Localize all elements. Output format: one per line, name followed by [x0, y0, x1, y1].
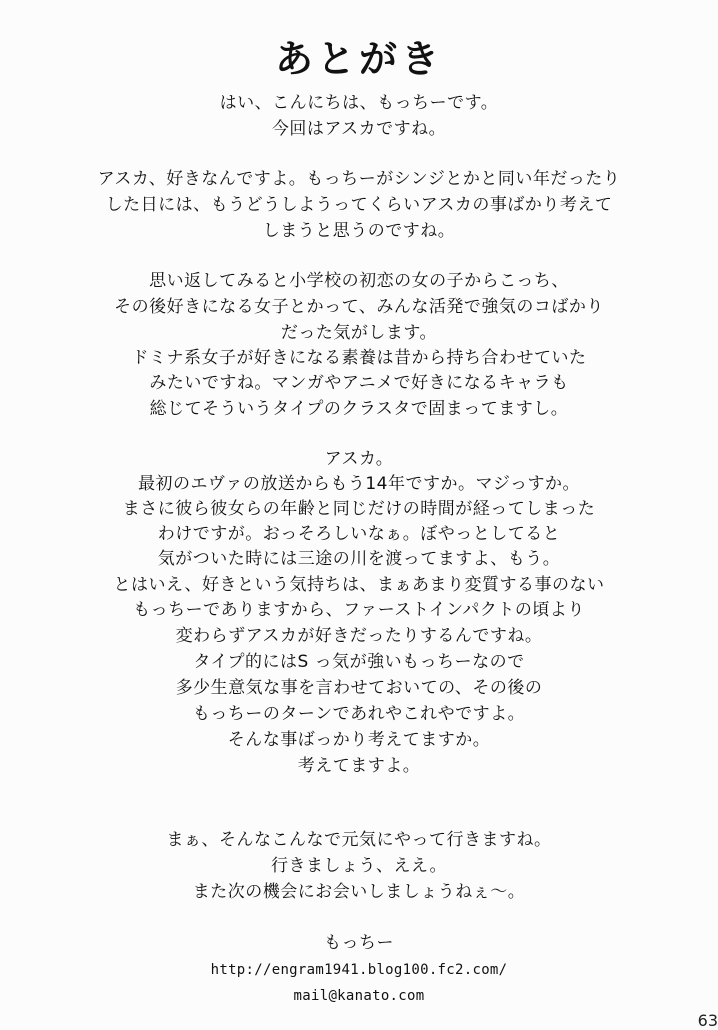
- text-line: 総じてそういうタイプのクラスタで固まってますし。: [149, 399, 569, 419]
- author-url: http://engram1941.blog100.fc2.com/: [210, 962, 508, 978]
- text-line: 今回はアスカですね。: [271, 119, 447, 139]
- text-line: 気がついた時には三途の川を渡ってますよ、もう。: [157, 549, 561, 569]
- text-line: しまうと思うのですね。: [262, 221, 456, 241]
- text-line: 最初のエヴァの放送からもう14年ですか。マジっすか。: [138, 474, 580, 494]
- text-line: した日には、もうどうしようってくらいアスカの事ばかり考えて: [105, 195, 613, 215]
- text-line: 思い返してみると小学校の初恋の女の子からこっち、: [149, 271, 569, 291]
- text-line: 考えてますよ。: [297, 756, 421, 776]
- text-line: そんな事ばっかり考えてますか。: [227, 730, 491, 750]
- text-line: 変わらずアスカが好きだったりするんですね。: [175, 626, 543, 646]
- text-line: だった気がします。: [280, 323, 438, 343]
- text-line: アスカ、好きなんですよ。もっちーがシンジとかと同い年だったり: [97, 169, 621, 189]
- text-line: もっちーのターンであれやこれやですよ。: [192, 704, 526, 724]
- text-line: その後好きになる女子とかって、みんな活発で強気のコばかり: [114, 297, 604, 317]
- text-line: ドミナ系女子が好きになる素養は昔から持ち合わせていた: [131, 348, 587, 368]
- text-line: みたいですね。マンガやアニメで好きになるキャラも: [149, 373, 569, 393]
- text-line: 行きましょう、ええ。: [270, 856, 448, 876]
- text-line: はい、こんにちは、もっちーです。: [219, 93, 499, 113]
- author-email: mail@kanato.com: [293, 988, 425, 1004]
- text-line: もっちーでありますから、ファーストインパクトの頃より: [133, 600, 585, 620]
- text-line: また次の機会にお会いしましょうねぇ〜。: [192, 882, 526, 902]
- text-line: まぁ、そんなこんなで元気にやって行きますね。: [166, 830, 552, 850]
- text-line: わけですが。おっそろしいなぁ。ぼやっとしてると: [157, 524, 561, 544]
- text-line: 多少生意気な事を言わせておいての、その後の: [175, 678, 543, 698]
- page-title: あとがき: [274, 37, 443, 81]
- page-number: 63: [697, 1011, 718, 1030]
- author-signature: もっちー: [324, 933, 394, 953]
- text-line: タイプ的にはS っ気が強いもっちーなので: [193, 652, 525, 672]
- text-line: まさに彼ら彼女らの年齢と同じだけの時間が経ってしまった: [122, 499, 596, 519]
- text-line: アスカ。: [324, 449, 394, 469]
- text-line: とはいえ、好きという気持ちは、まぁあまり変質する事のない: [113, 575, 605, 595]
